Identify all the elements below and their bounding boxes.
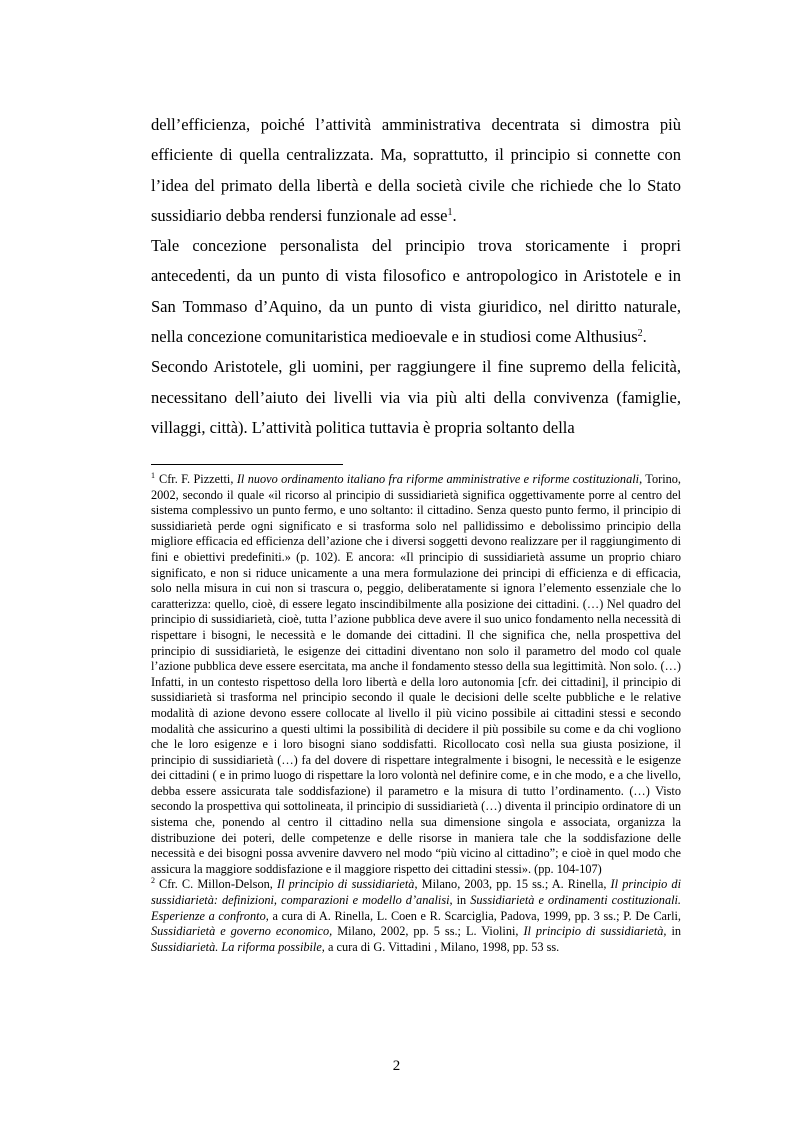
footnote-text: , Torino, 2002, secondo il quale «il ricorso al principio di sussidiarietà significa oggettivamente porre al centro del sistema complessivo un punto fermo, e uno soltanto: il cittadino. Senza questo punto fermo, il principio di sussidiarietà perde ogni significato e si trasforma solo nel pallidissimo e debolissimo principio della migliore efficacia ed efficienza dell’azione che i diversi soggetti devono realizzare per il raggiungimento di fini e obiettivi predefiniti.» (p. 102). E ancora: «Il principio di sussidiarietà assume un proprio chiaro significato, e non si riduce unicamente a una mera formulazione dei principi di efficienza e di efficacia, solo nella misura in cui non si trascura o, peggio, deliberatamente si ignora l’elemento essenziale che lo caratterizza: quello, cioè, di essere legato inscindibilmente alla posizione dei cittadini. (…) Nel quadro del principio di sussidiarietà, cioè, tutta l’azione pubblica deve avere il suo unico fondamento nella necessità di rispettare i bisogni, le necessità e le domande dei cittadini. Il che significa che, nella prospettiva del principio di sussidiarietà, le esigenze dei cittadini diventano non solo il parametro del modo col quale l’azione pubblica deve essere esercitata, ma anche il fondamento stesso della sua legittimità. Non solo. (…) Infatti, in un contesto rispettoso della loro libertà e della loro autonomia [cfr. dei cittadini], il principio di sussidiarietà si trasforma nel principio secondo il quale le decisioni delle scelte pubbliche e le relative modalità di azione devono essere collocate al livello il più vicino possibile ai cittadini stessi e secondo modalità che assicurino a questi ultimi la possibilità di decidere il più possibile su come e da chi vogliono che le loro esigenze e i loro bisogni siano soddisfatti. Ricollocato così nella sua giusta posizione, il principio di sussidiarietà (…) fa del dovere di rispettare integralmente i bisogni, le necessità e le esigenze dei cittadini ( e in primo luogo di rispettare la loro volontà nel definire come, e in che modo, e a che livello, debba essere assicurata tale soddisfazione) il parametro e la misura di tutto l’ordinamento. (…) Visto secondo la prospettiva qui sottolineata, il principio di sussidiarietà (…) diventa il principio ordinatore di un sistema che, ponendo al centro il cittadino nella sua dimensione singola e associata, organizza la distribuzione dei poteri, delle competenze e delle risorse in maniera tale che la soddisfazione delle necessità e dei bisogni possa avvenire davvero nel modo “più vicino al cittadino”; e cioè in quel modo che assicura la maggiore soddisfazione e il maggiore rispetto dei cittadini stessi». (pp. 104-107) — [151, 472, 681, 876]
footnote-text: a cura di A. Rinella, L. Coen e R. Scarciglia, Padova, 1999, pp. 3 ss.; P. De Carli, — [268, 908, 681, 923]
footnote-text: Cfr. C. Millon-Delson, — [159, 877, 277, 892]
page-number: 2 — [392, 1058, 401, 1074]
paragraph-text: dell’efficienza, poiché l’attività amministrativa decentrata si dimostra più efficiente di quella centralizzata. Ma, soprattutto, il principio si connette con l’idea del primato della libertà e della società civile che richiede che lo Stato sussidiario debba rendersi funzionale ad esse — [151, 115, 681, 225]
footnote-separator — [151, 464, 343, 465]
footnote-2 — [151, 877, 681, 955]
footnote-reference[interactable]: 2 — [637, 328, 643, 340]
cited-title: Il principio di sussidiarietà, — [523, 924, 667, 939]
sentence-end: . — [642, 327, 647, 347]
footnote-text: a cura di G. Vittadini , Milano, 1998, pp. 53 ss. — [324, 939, 560, 954]
paragraph-text: Tale concezione personalista del principio trova storicamente i propri antecedenti, da un punto di vista filosofico e antropologico in Aristotele e in San Tommaso d’Aquino, da un punto di vista giuridico, nel diritto naturale, nella concezione comunitaristica medioevale e in studiosi come Althusius — [151, 236, 681, 347]
paragraph-text: Secondo Aristotele, gli uomini, per raggiungere il fine supremo della felicità, necessitano dell’aiuto dei livelli via via più alti della convivenza (famiglie, villaggi, città). L’attività politica tuttavia è propria soltanto della — [151, 357, 681, 437]
footnote-reference[interactable]: 1 — [447, 206, 453, 218]
footnote-text: Milano, 2002, pp. 5 ss.; L. Violini, — [332, 924, 524, 939]
cited-title: Sussidiarietà e governo economico, — [151, 924, 333, 939]
cited-title: Il principio di sussidiarietà — [276, 877, 415, 892]
body-text — [151, 110, 681, 443]
sentence-end: . — [452, 205, 457, 225]
cited-title: Il nuovo ordinamento italiano fra riforme amministrative e riforme costituzionali — [236, 472, 640, 486]
footnote-text: , Milano, 2003, pp. 15 ss.; A. Rinella, — [414, 877, 611, 892]
cited-title: Sussidiarietà e ordinamenti costituzionali. Esperienze a confronto, — [151, 893, 682, 923]
footnote-number: 2 — [151, 876, 155, 886]
footnote-number: 1 — [151, 471, 155, 480]
footnotes — [151, 472, 681, 955]
footnote-1 — [151, 472, 681, 877]
cited-title: Il principio di sussidiarietà: definizioni, comparazioni e modello d’analisi, — [151, 877, 681, 908]
cited-title: Sussidiarietà. La riforma possibile, — [151, 939, 325, 954]
footnote-text: in — [452, 893, 471, 908]
paragraph — [151, 231, 681, 352]
paragraph — [151, 110, 681, 231]
footnote-text: in — [666, 924, 682, 939]
footnote-text: Cfr. F. Pizzetti, — [159, 472, 237, 486]
paragraph — [151, 352, 681, 443]
